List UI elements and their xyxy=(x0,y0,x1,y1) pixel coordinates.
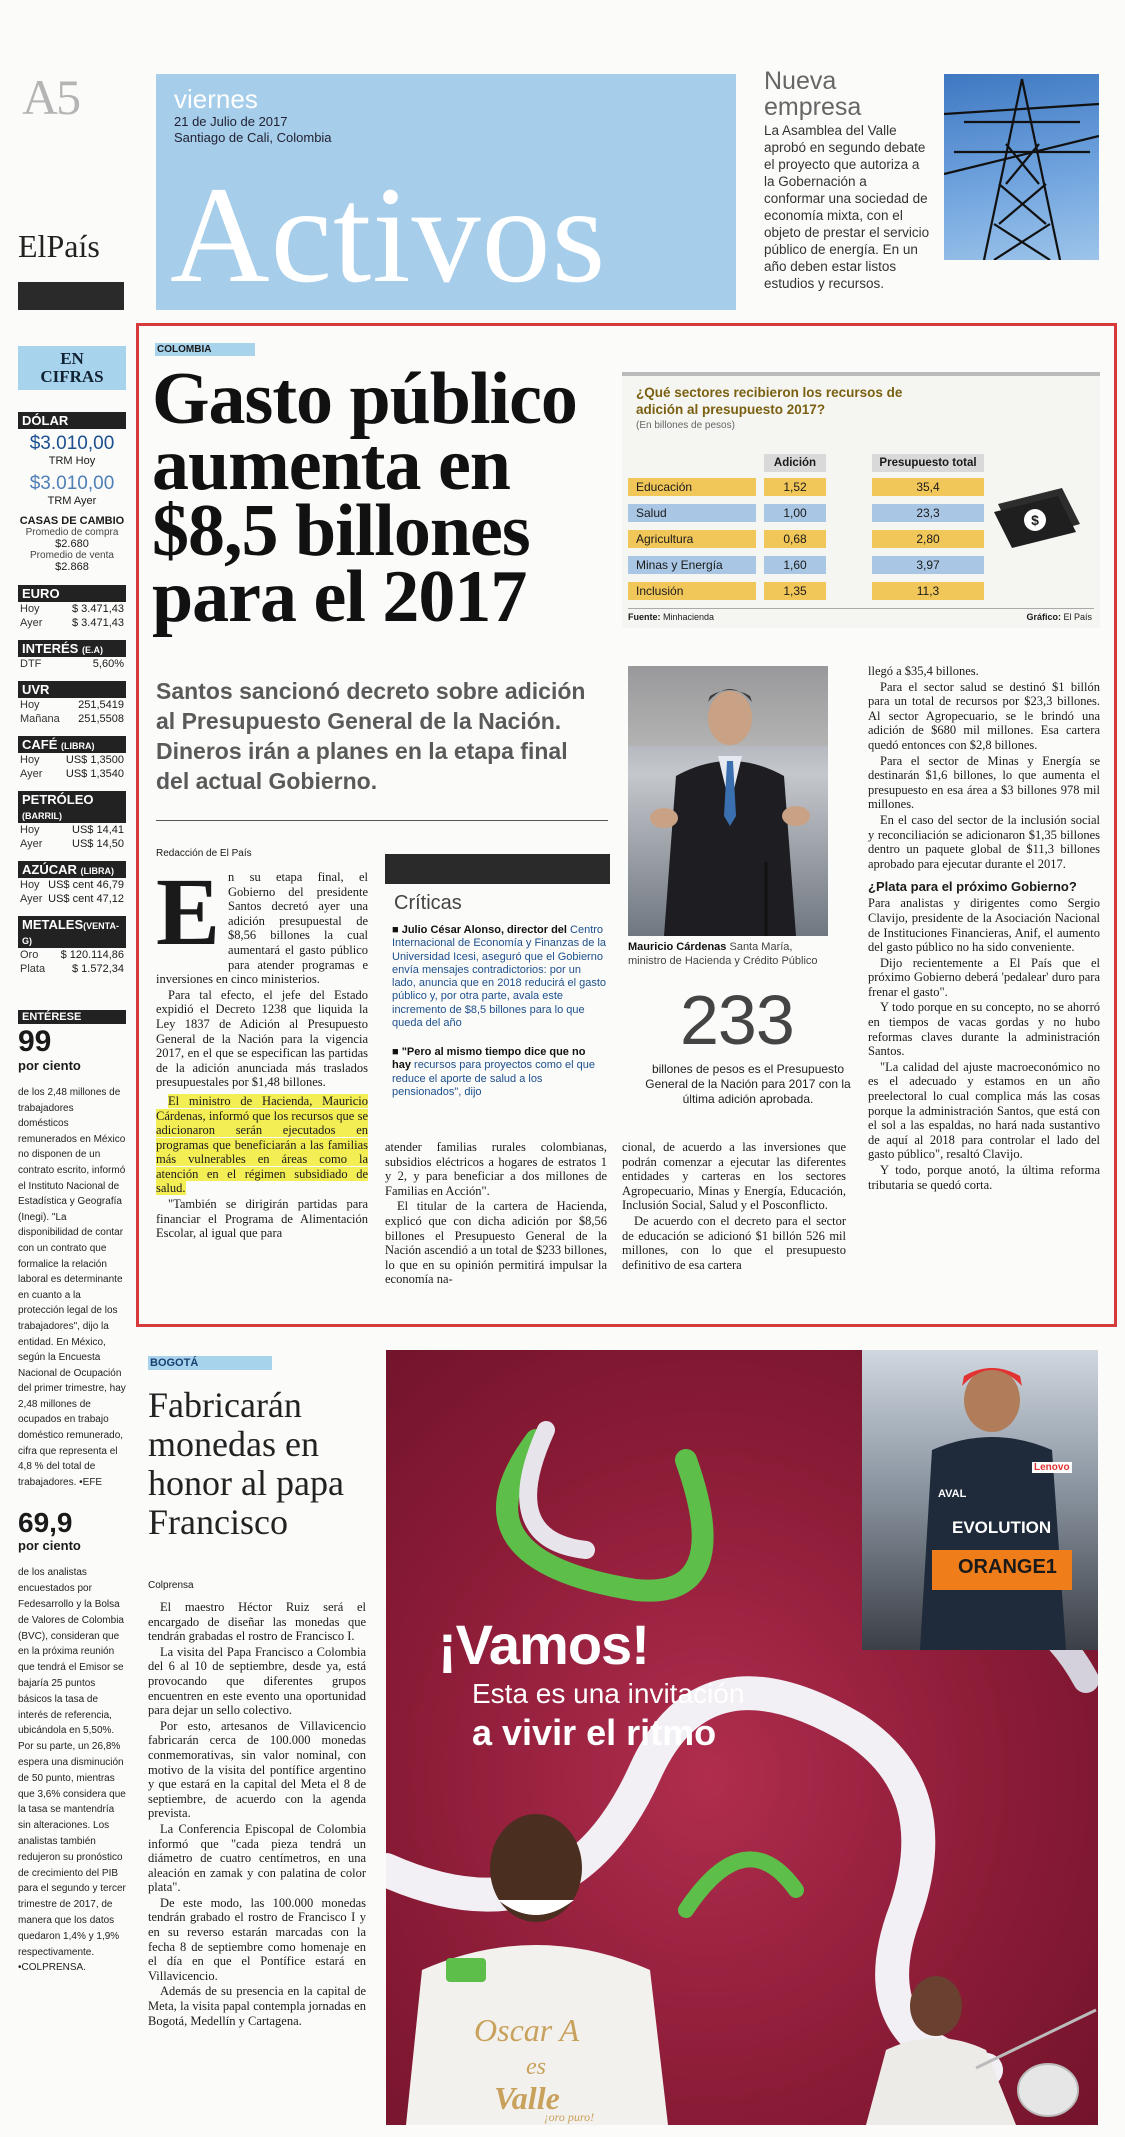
chart-row-adicion: 1,35 xyxy=(764,582,826,600)
metales-row: Plata $ 1.572,34 xyxy=(20,963,124,975)
minister-photo xyxy=(628,666,828,936)
main-r1: llegó a $35,4 billones. xyxy=(868,664,979,678)
compra-label: Promedio de compra xyxy=(25,527,119,538)
racer-figure xyxy=(862,1350,1098,1650)
main-col-2 xyxy=(385,1140,607,1288)
second-body xyxy=(148,1600,366,2029)
racer-logo-orange: ORANGE1 xyxy=(958,1556,1057,1578)
chart-row-adicion: 1,60 xyxy=(764,556,826,574)
brand-logo: ElPaís xyxy=(18,228,100,264)
main-p1: n su etapa final, el Gobierno del presidente Santos decretó ayer una adición presupuestal de $8,56 billones la cual aumentará el gasto público para atender programas e inversiones en cinco ministerios. xyxy=(156,870,368,987)
teaser-photo xyxy=(944,74,1099,260)
main-col-3 xyxy=(622,1140,846,1273)
cafe-row: Hoy US$ 1,3500 xyxy=(20,754,124,766)
shirt-text-1: Oscar A xyxy=(474,2012,580,2048)
chart-title: ¿Qué sectores recibieron los recursos de adición al presupuesto 2017? xyxy=(636,385,903,417)
sidebar-title-line2: CIFRAS xyxy=(40,367,104,386)
second-headline xyxy=(148,1386,344,1542)
chart-row-total: 2,80 xyxy=(872,530,984,548)
main-col-1 xyxy=(156,858,368,1242)
second-headline-line: Francisco xyxy=(148,1502,288,1542)
page-number: A5 xyxy=(22,69,80,125)
col-header-adicion: Adición xyxy=(764,454,826,472)
main-r5: Para analistas y dirigentes como Sergio Clavijo, presidente de la Asociación Nacional de Instituciones Financieras, Anif, el aumento del gasto público no ha sido conveniente. xyxy=(868,896,1100,955)
main-p5: atender familias rurales colombianas, subsidios eléctricos a hogares de estratos 1 y 2, y para beneficiar a dos millones de Familias en Acción". xyxy=(385,1140,607,1198)
main-r3: Para el sector de Minas y Energía se destinarán $1,6 billones, lo que aumenta el presupuesto en esa área a $3 billones 978 mil millones. xyxy=(868,753,1100,812)
criticas-title: Críticas xyxy=(394,892,462,914)
sidebar-title-line1: EN xyxy=(60,349,84,368)
second-p5: De este modo, las 100.000 monedas tendrán grabado el rostro de Francisco I y en su reverso estarán marcadas con la fecha 8 de septiembre como homenaje en el día en que el Pontífice estará en Villavicencio. xyxy=(148,1895,366,1983)
main-kicker: COLOMBIA xyxy=(155,343,255,356)
dolar-ayer-label: TRM Ayer xyxy=(47,495,97,507)
ad-headline: ¡Vamos! xyxy=(438,1613,649,1676)
chart-row-total: 11,3 xyxy=(872,582,984,600)
main-r2: Para el sector salud se destinó $1 billón para un total de recursos por $23,3 billones. Al sector Agropecuario, se le brindó una adición de $680 mil millones. Esa cartera quedó entonces con $2,8 billones. xyxy=(868,679,1100,752)
compra-value: $2.680 xyxy=(55,538,89,550)
chart-row-adicion: 0,68 xyxy=(764,530,826,548)
chart-row-sector: Agricultura xyxy=(628,530,756,548)
chart-bottom-rule xyxy=(628,608,1094,609)
main-headline xyxy=(152,358,577,638)
dtf-row: DTF 5,60% xyxy=(20,658,124,670)
euro-label: EURO xyxy=(18,585,126,602)
azucar-label: AZÚCAR (LIBRA) xyxy=(18,861,126,878)
chart-credit: Gráfico: El País xyxy=(1026,612,1092,622)
headline-line: aumenta en xyxy=(152,424,510,506)
dolar-hoy-value: $3.010,00 xyxy=(29,433,115,454)
minister-figure xyxy=(628,666,828,936)
bigstat-number: 233 xyxy=(680,981,794,1059)
petroleo-row: Ayer US$ 14,50 xyxy=(20,838,124,850)
fact1-text: de los 2,48 millones de trabajadores domésticos remunerados en México no disponen de un contrato escrito, informó el Instituto Nacional de Estadística y Geografía (Inegi). "La disponibilidad de contar con un contrato que formalice la relación laboral es determinante en cuanto a la protección legal de los trabajadores", dijo la entidad. En México, según la Encuesta Nacional de Ocupación del primer trimestre, hay 2,48 millones de ocupados en trabajo doméstico remunerado, cifra que representa el 4,8 % del total de trabajadores. •EFE xyxy=(18,1087,126,1488)
dropcap: E xyxy=(156,858,221,965)
fact2-text: de los analistas encuestados por Fedesarrollo y la Bolsa de Valores de Colombia (BVC), consideran que en la próxima reunión que tendrá el Emisor se bajaría 25 puntos básicos la tasa de interés de referencia, ubicándola en 5,50%. Por su parte, un 26,8% espera una disminución de 50 punto, mientras que 3,6% considera que la tasa se mantendría sin alteraciones. Los analistas también redujeron su pronóstico de crecimiento del PIB para el segundo y tercer trimestre de 2017, de manera que los datos quedaron 1,4% y 1,9% respectivamente. •COLPRENSA. xyxy=(18,1567,126,1974)
chart-row-total: 23,3 xyxy=(872,504,984,522)
chart-row-adicion: 1,00 xyxy=(764,504,826,522)
second-p1: El maestro Héctor Ruiz será el encargado de diseñar las monedas que tendrán grabadas el rostro de Francisco I. xyxy=(148,1600,366,1644)
main-r9: Y todo, porque anotó, la última reforma tributaria se quedó corta. xyxy=(868,1163,1100,1192)
subhead-rule xyxy=(156,820,608,821)
second-byline: Colprensa xyxy=(148,1580,194,1591)
money-icon xyxy=(992,480,1088,550)
teaser-title-line1: Nueva xyxy=(764,67,837,95)
chart-row-total: 3,97 xyxy=(872,556,984,574)
azucar-row: Hoy US$ cent 46,79 xyxy=(20,879,124,891)
second-headline-line: monedas en xyxy=(148,1424,319,1464)
racer-logo-lenovo: Lenovo xyxy=(1034,1462,1070,1473)
shirt-text-2: es xyxy=(526,2054,546,2080)
advertisement xyxy=(386,1350,1098,2125)
main-r4: En el caso del sector de la inclusión social y reconciliación se adicionaron $1,35 billones dentro un paquete global de $11,3 billones aprobado para ejecutar durante el 2017. xyxy=(868,812,1100,871)
dolar-label: DÓLAR xyxy=(18,412,126,429)
uvr-row: Mañana 251,5508 xyxy=(20,713,124,725)
second-p2: La visita del Papa Francisco a Colombia del 6 al 10 de septiembre, desde ya, está provocando que diferentes grupos encuentren en este evento una oportunidad para dejar un sello colectivo. xyxy=(148,1644,366,1718)
second-headline-line: honor al papa xyxy=(148,1463,344,1503)
uvr-row: Hoy 251,5419 xyxy=(20,699,124,711)
cafe-label: CAFÉ (LIBRA) xyxy=(18,736,126,753)
venta-value: $2.868 xyxy=(55,561,89,573)
petroleo-row: Hoy US$ 14,41 xyxy=(20,824,124,836)
second-headline-line: Fabricarán xyxy=(148,1385,302,1425)
metales-row: Oro $ 120.114,86 xyxy=(20,949,124,961)
photo-caption-text: Santa María, ministro de Hacienda y Crédito Público xyxy=(628,941,818,967)
headline-line: para el 2017 xyxy=(152,556,527,638)
sidebar-title xyxy=(18,346,126,390)
fact2-number: 69,9 xyxy=(18,1507,73,1539)
headline-line: Gasto público xyxy=(152,358,577,440)
main-subhead: Santos sancionó decreto sobre adición al Presupuesto General de la Nación. Dineros irán a planes en la etapa final del actual Gobierno. xyxy=(156,678,586,794)
ad-racer-photo xyxy=(862,1350,1098,1650)
cafe-row: Ayer US$ 1,3540 xyxy=(20,768,124,780)
chart-box xyxy=(622,372,1100,628)
uvr-label: UVR xyxy=(18,681,126,698)
interes-label: INTERÉS (E.A) xyxy=(18,640,126,657)
teaser-title-line2: empresa xyxy=(764,93,862,121)
petroleo-label: PETRÓLEO (BARRIL) xyxy=(18,791,126,823)
chart-row-total: 35,4 xyxy=(872,478,984,496)
second-p6: Además de su presencia en la capital de Meta, la visita papal contempla jornadas en Bogotá, Medellín y Cartagena. xyxy=(148,1984,366,2028)
azucar-row: Ayer US$ cent 47,12 xyxy=(20,893,124,905)
teaser-title xyxy=(764,68,861,120)
teaser-body: La Asamblea del Valle aprobó en segundo debate el proyecto que autoriza a la Gobernación a conformar una sociedad de economía mixta, con el objeto de prestar el servicio público de energía. En un año deben estar listos estudios y recursos. xyxy=(764,123,930,291)
shirt-text-4: ¡oro puro! xyxy=(544,2110,595,2124)
power-tower-icon xyxy=(944,74,1099,260)
headline-line: $8,5 billones xyxy=(152,490,530,572)
chart-row-sector: Educación xyxy=(628,478,756,496)
chart-subtitle: (En billones de pesos) xyxy=(636,420,735,431)
casas-label: CASAS DE CAMBIO xyxy=(19,515,125,527)
photo-caption-name: Mauricio Cárdenas xyxy=(628,941,727,953)
fact1-number: 99 xyxy=(18,1025,52,1058)
sidebar xyxy=(18,346,126,1976)
bigstat-text: billones de pesos es el Presupuesto General de la Nación para 2017 con la última adición aprobada. xyxy=(645,1062,851,1106)
main-r6: Dijo recientemente a El País que el próximo Gobierno deberá 'pedalear' duro para frenar el gasto". xyxy=(868,955,1100,999)
header-weekday: viernes xyxy=(174,84,258,114)
chart-row-sector: Inclusión xyxy=(628,582,756,600)
main-byline: Redacción de El País xyxy=(156,848,252,859)
racer-logo-evolution: EVOLUTION xyxy=(952,1518,1052,1537)
venta-label: Promedio de venta xyxy=(30,550,114,561)
main-p4: "También se dirigirán partidas para financiar el Programa de Alimentación Escolar, al igual que para xyxy=(156,1197,368,1241)
ad-fencer-photo xyxy=(826,1950,1098,2125)
main-p7: cional, de acuerdo a las inversiones que podrán comenzar a ejecutar las diferentes entidades y carteras en los sectores Agropecuario, Minas y Energía, Educación, Inclusión Social, Salud y el Posconflicto. xyxy=(622,1140,846,1213)
second-p3: Por esto, artesanos de Villavicencio fabricarán cerca de 100.000 monedas conmemorativas, sin valor nominal, con motivo de la visita del pontífice argentino y que estará en la capital del Meta el 8 de septiembre, de acuerdo con la agenda prevista. xyxy=(148,1718,366,1821)
chart-row-sector: Minas y Energía xyxy=(628,556,756,574)
main-col-4 xyxy=(868,664,1100,1193)
shirt-text-3: Valle xyxy=(494,2080,560,2116)
brand-bar xyxy=(18,282,124,310)
criticas-item-2: ■ "Pero al mismo tiempo dice que no hay recursos para proyectos como el que reduce el aporte de salud a los pensionados", dijo xyxy=(392,1046,596,1098)
header-date: 21 de Julio de 2017 xyxy=(174,114,288,129)
chart-row-adicion: 1,52 xyxy=(764,478,826,496)
second-p4: La Conferencia Episcopal de Colombia informó que "cada pieza tendrá un diámetro de cuatro centímetros, en una aleación en zamak y con palatina de color plata". xyxy=(148,1821,366,1895)
main-r8: "La calidad del ajuste macroeconómico no es el adecuado y estamos en un año preelectoral lo cual complica más las cosas porque la administración Santos, que está con el sol a las espaldas, no hará nada sustantivo de aquí al 2018 para controlar el lado del gasto público", resaltó Clavijo. xyxy=(868,1059,1100,1162)
main-r7: Y todo porque en su concepto, no se ahorró en tiempos de vacas gordas y no hubo reformas claves durante la administración Santos. xyxy=(868,1000,1100,1059)
ad-subline-1: Esta es una invitación xyxy=(472,1678,745,1709)
header-location: Santiago de Cali, Colombia xyxy=(174,130,332,145)
racer-logo-aval: AVAL xyxy=(938,1488,967,1500)
euro-row: Hoy $ 3.471,43 xyxy=(20,603,124,615)
fact1-unit: por ciento xyxy=(18,1058,81,1073)
fact2-unit: por ciento xyxy=(18,1538,81,1554)
criticas-item-1: ■ Julio César Alonso, director del Centro Internacional de Economía y Finanzas de la Universidad Icesi, aseguró que el Gobierno envía mensajes contradictorios: por un lado, anuncia que en 2018 reducirá el gasto público y, por otra parte, avala este incremento de $8,5 billones para lo que queda del año xyxy=(392,924,607,1030)
dolar-ayer-value: $3.010,00 xyxy=(29,473,115,494)
euro-row: Ayer $ 3.471,43 xyxy=(20,617,124,629)
col-header-total: Presupuesto total xyxy=(872,454,984,472)
chart-top-rule xyxy=(622,372,1100,376)
ad-subline-2: a vivir el ritmo xyxy=(472,1712,717,1753)
main-p2: Para tal efecto, el jefe del Estado expidió el Decreto 1238 que liquida la Ley 1837 de Adición al Presupuesto General de la Nación para la vigencia 2017, en el que se especifican las partidas de la adición anunciada más traslados presupuestales por $1,48 billones. xyxy=(156,987,368,1090)
enterese-label: ENTÉRESE xyxy=(18,1010,126,1024)
main-p3-highlight: El ministro de Hacienda, Mauricio Cárdenas, informó que los recursos que se adicionaron serán ejecutados en programas que beneficiarán a las familias más vulnerables en áreas como la atención en el régimen subsidiado de salud. xyxy=(156,1093,368,1196)
metales-label: METALES(VENTA-G) xyxy=(18,916,126,948)
chart-row-sector: Salud xyxy=(628,504,756,522)
header-banner xyxy=(156,74,736,310)
section-title: Activos xyxy=(170,158,607,311)
second-kicker: BOGOTÁ xyxy=(148,1356,272,1370)
main-r5-head: ¿Plata para el próximo Gobierno? xyxy=(868,879,1077,895)
chart-source: Fuente: Minhacienda xyxy=(628,612,715,622)
svg-text:$: $ xyxy=(1031,512,1039,528)
fencer-figure xyxy=(826,1950,1098,2125)
ad-athlete-photo xyxy=(386,1780,686,2125)
main-p8: De acuerdo con el decreto para el sector de educación se adicionó $1 billón 526 mil millones, con lo que el presupuesto definitivo de esa cartera xyxy=(622,1213,846,1272)
photo-caption xyxy=(628,940,828,968)
main-p6: El titular de la cartera de Hacienda, explicó que con dicha adición por $8,56 billones el Presupuesto General de la Nación ascendió a un total de $233 billones, lo que en su opinión permitirá impulsar la economía na- xyxy=(385,1199,607,1287)
dolar-hoy-label: TRM Hoy xyxy=(48,455,96,467)
criticas-bar xyxy=(385,854,610,884)
